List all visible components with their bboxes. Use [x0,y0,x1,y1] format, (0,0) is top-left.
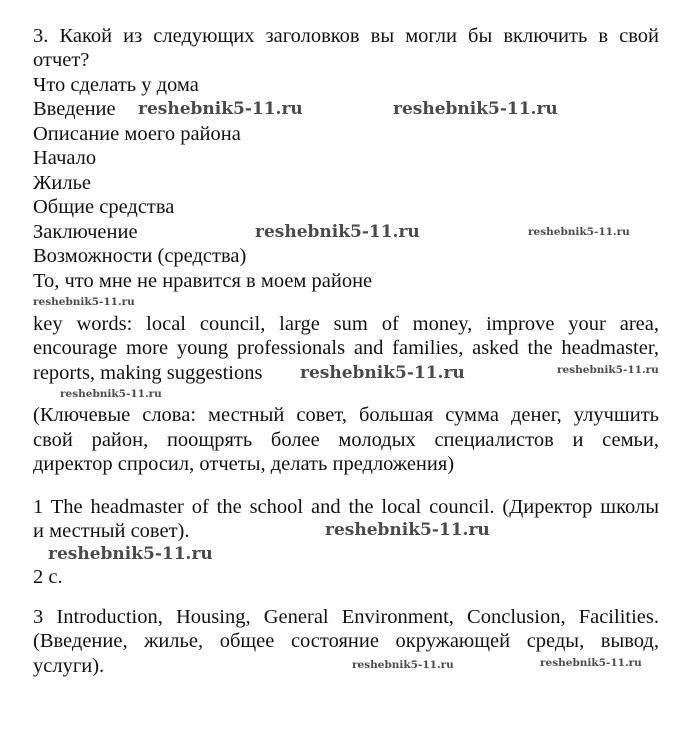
answer-1-line: 1 The headmaster of the school and the local council. (Директор школы [33,496,659,518]
keywords-en-line: encourage more young professionals and families, asked the headmaster, [33,337,659,359]
option: Общие средства [33,196,175,218]
option: Начало [33,147,97,169]
option: Описание моего района [33,123,241,145]
option: Введение [33,98,116,120]
answer-3-line: (Введение, жилье, общее состояние окружающей среды, вывод, [33,630,659,652]
option: Заключение [33,221,138,243]
keywords-ru-line: (Ключевые слова: местный совет, большая сумма денег, улучшить [33,404,659,426]
watermark: reshebnik5-11.ru [528,226,630,238]
option: То, что мне не нравится в моем районе [33,270,373,292]
keywords-en-line: reports, making suggestions [33,362,263,384]
watermark: reshebnik5-11.ru [540,657,642,669]
keywords-ru-line: свой район, поощрять более молодых специалистов и семьи, [33,429,659,451]
option: Жилье [33,172,92,194]
question-line-2: отчет? [33,49,90,71]
answer-1-line: и местный совет). [33,520,190,542]
watermark: reshebnik5-11.ru [300,363,465,383]
watermark: reshebnik5-11.ru [48,544,213,564]
option: Возможности (средства) [33,245,247,267]
watermark: reshebnik5-11.ru [352,659,454,671]
answer-2: 2 c. [33,566,63,588]
watermark: reshebnik5-11.ru [138,99,303,119]
keywords-ru-line: директор спросил, отчеты, делать предложения) [33,453,455,475]
watermark: reshebnik5-11.ru [393,99,558,119]
watermark: reshebnik5-11.ru [325,520,490,540]
answer-3-line: услуги). [33,655,105,677]
keywords-en-line: key words: local council, large sum of money, improve your area, [33,313,659,335]
answer-3-line: 3 Introduction, Housing, General Environment, Conclusion, Facilities. [33,606,659,628]
option: Что сделать у дома [33,74,199,96]
watermark: reshebnik5-11.ru [255,222,420,242]
watermark: reshebnik5-11.ru [557,364,659,376]
watermark: reshebnik5-11.ru [33,296,135,308]
question-line-1: 3. Какой из следующих заголовков вы могли бы включить в свой [33,25,659,47]
watermark: reshebnik5-11.ru [60,388,162,400]
